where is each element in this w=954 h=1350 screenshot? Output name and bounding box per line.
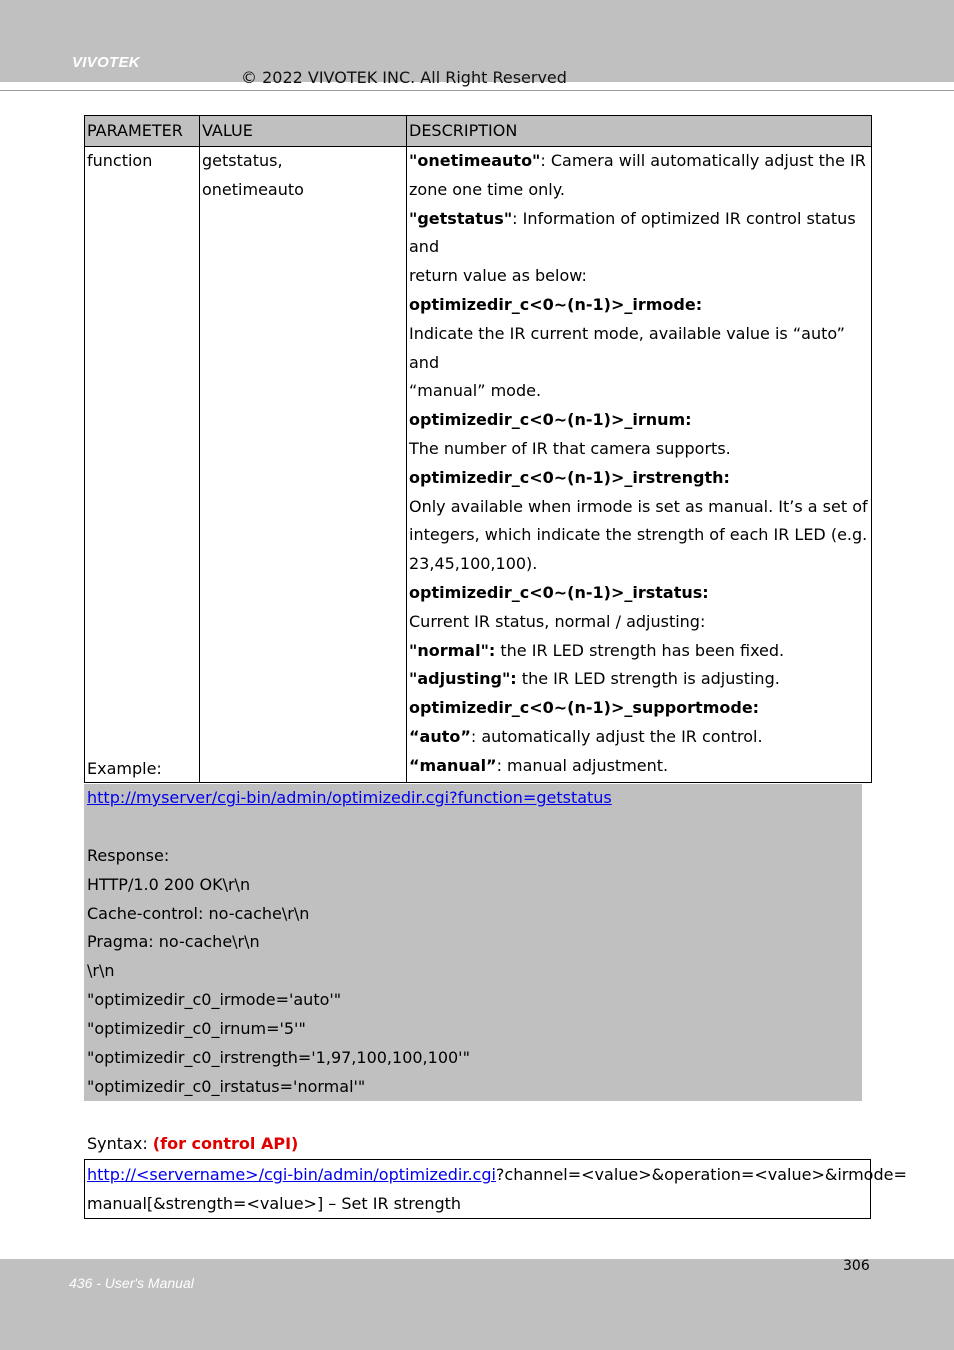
code-line: Response: bbox=[87, 846, 170, 865]
example-code-block bbox=[84, 784, 862, 1101]
description-line bbox=[409, 147, 871, 176]
description-term: "getstatus" bbox=[409, 208, 513, 228]
description-line bbox=[409, 608, 871, 637]
description-text: “manual” mode. bbox=[409, 381, 542, 401]
code-line: \r\n bbox=[87, 961, 115, 980]
code-line: "optimizedir_c0_irstrength='1,97,100,100,100'" bbox=[87, 1048, 470, 1067]
page-number: 306 bbox=[843, 1258, 870, 1274]
syntax-query: ?channel=<value>&operation=<value>&irmode= bbox=[495, 1165, 907, 1184]
parameter-cell bbox=[85, 147, 200, 783]
description-line bbox=[409, 723, 871, 752]
syntax-label bbox=[87, 1132, 298, 1156]
syntax-label-text: Syntax: bbox=[87, 1134, 153, 1153]
example-request-link[interactable]: http://myserver/cgi-bin/admin/optimizedir.cgi?function=getstatus bbox=[87, 788, 612, 807]
description-text: Only available when irmode is set as manual. It’s a set of bbox=[409, 496, 868, 516]
description-line bbox=[409, 205, 871, 263]
parameter-table bbox=[84, 115, 872, 783]
description-line bbox=[409, 464, 871, 493]
description-text: : automatically adjust the IR control. bbox=[470, 726, 763, 746]
value-item: onetimeauto bbox=[202, 179, 304, 199]
code-line: Cache-control: no-cache\r\n bbox=[87, 904, 310, 923]
header-divider bbox=[0, 90, 954, 91]
description-line bbox=[409, 579, 871, 608]
description-term: "onetimeauto" bbox=[409, 151, 541, 170]
description-line bbox=[409, 752, 871, 781]
description-text: 23,45,100,100). bbox=[409, 554, 538, 574]
description-line bbox=[409, 262, 871, 291]
description-text: Current IR status, normal / adjusting: bbox=[409, 611, 706, 631]
description-text: : Camera will automatically adjust the IR bbox=[540, 151, 866, 170]
code-line: "optimizedir_c0_irmode='auto'" bbox=[87, 990, 342, 1009]
description-text: integers, which indicate the strength of each IR LED (e.g. bbox=[409, 525, 868, 545]
description-text: return value as below: bbox=[409, 266, 587, 286]
code-line: Pragma: no-cache\r\n bbox=[87, 932, 260, 951]
description-line bbox=[409, 665, 871, 694]
description-line bbox=[409, 406, 871, 435]
description-term: "normal": bbox=[409, 640, 496, 660]
description-text: : manual adjustment. bbox=[496, 755, 669, 775]
column-header-description: DESCRIPTION bbox=[407, 116, 872, 147]
description-line bbox=[409, 176, 871, 205]
description-term: optimizedir_c<0~(n-1)>_irstrength: bbox=[409, 467, 730, 487]
column-header-parameter: PARAMETER bbox=[85, 116, 200, 147]
syntax-label-note: (for control API) bbox=[152, 1134, 299, 1153]
code-line: "optimizedir_c0_irstatus='normal'" bbox=[87, 1077, 366, 1096]
description-term: “manual” bbox=[409, 755, 497, 775]
syntax-line-2: manual[&strength=<value>] – Set IR strength bbox=[87, 1194, 462, 1213]
description-text: the IR LED strength has been fixed. bbox=[495, 640, 785, 660]
description-line bbox=[409, 694, 871, 723]
description-text: Indicate the IR current mode, available value is “auto” and bbox=[409, 323, 845, 372]
example-label: Example: bbox=[87, 759, 162, 778]
syntax-box bbox=[84, 1159, 907, 1219]
footer-band bbox=[0, 1259, 954, 1350]
code-line: HTTP/1.0 200 OK\r\n bbox=[87, 875, 251, 894]
table-row bbox=[85, 147, 872, 783]
description-line bbox=[409, 291, 871, 320]
description-term: optimizedir_c<0~(n-1)>_irmode: bbox=[409, 294, 703, 314]
description-term: “auto” bbox=[409, 726, 471, 746]
description-cell bbox=[407, 147, 872, 783]
description-line bbox=[409, 320, 871, 378]
description-term: optimizedir_c<0~(n-1)>_irstatus: bbox=[409, 582, 709, 602]
description-line bbox=[409, 521, 871, 550]
value-cell bbox=[200, 147, 407, 783]
description-line bbox=[409, 550, 871, 579]
description-line bbox=[409, 435, 871, 464]
column-header-value: VALUE bbox=[200, 116, 407, 147]
description-term: optimizedir_c<0~(n-1)>_supportmode: bbox=[409, 698, 760, 718]
description-line bbox=[409, 637, 871, 666]
description-line bbox=[409, 493, 871, 522]
parameter-name: function bbox=[87, 151, 153, 170]
code-line: "optimizedir_c0_irnum='5'" bbox=[87, 1019, 306, 1038]
description-term: "adjusting": bbox=[409, 669, 517, 689]
description-text: the IR LED strength is adjusting. bbox=[516, 669, 780, 689]
description-line bbox=[409, 377, 871, 406]
table-header-row bbox=[85, 116, 872, 147]
description-text: zone one time only. bbox=[409, 179, 565, 199]
description-term: optimizedir_c<0~(n-1)>_irnum: bbox=[409, 410, 692, 430]
value-item: getstatus, bbox=[202, 151, 283, 170]
description-text: The number of IR that camera supports. bbox=[409, 438, 731, 458]
syntax-link[interactable]: http://<servername>/cgi-bin/admin/optimizedir.cgi bbox=[87, 1165, 496, 1184]
footer-manual-note: 436 - User's Manual bbox=[69, 1275, 194, 1291]
description-text: : Information of optimized IR control status and bbox=[409, 208, 856, 257]
copyright-text: © 2022 VIVOTEK INC. All Right Reserved bbox=[241, 68, 567, 87]
brand-logo: VIVOTEK bbox=[72, 54, 140, 71]
